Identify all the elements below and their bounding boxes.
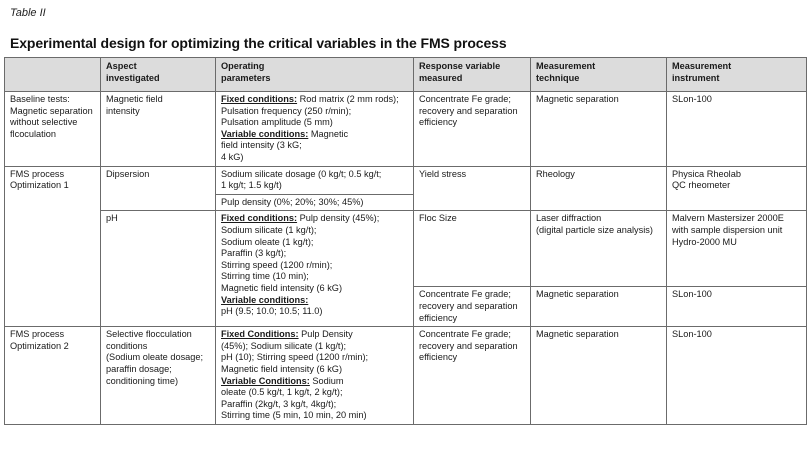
table-title: Experimental design for optimizing the critical variables in the FMS process [10,35,507,51]
header-operating-parameters: Operating parameters [216,58,414,92]
header-stage [5,58,101,92]
response-cell: Concentrate Fe grade; recovery and separation efficiency [414,92,531,167]
parameters-cell: Fixed conditions: Pulp density (45%); Sodium silicate (1 kg/t); Sodium oleate (1 kg/t); Paraffin (3 kg/t); Stirring speed (1200 r/min); Stirring time (10 min); Magnetic field intensity (6 kG) Variable conditions: pH (9.5; 10.0; 10.5; 11.0) [216,211,414,327]
parameters-cell: Fixed Conditions: Pulp Density (45%); Sodium silicate (1 kg/t); pH (10); Stirring speed (1200 r/min); Magnetic field intensity (6 kG) Variable Conditions: Sodium oleate (0.5 kg/t, 1 kg/t, 2 kg/t); Paraffin (2kg/t, 3 kg/t, 4kg/t); Stirring time (5 min, 10 min, 20 min) [216,327,414,425]
header-measurement-technique: Measurement technique [531,58,667,92]
instrument-cell: SLon-100 [667,287,807,327]
response-cell: Concentrate Fe grade; recovery and separation efficiency [414,327,531,425]
header-response-variable: Response variable measured [414,58,531,92]
response-cell: Yield stress [414,166,531,211]
header-aspect: Aspect investigated [101,58,216,92]
header-measurement-instrument: Measurement instrument [667,58,807,92]
technique-cell: Magnetic separation [531,327,667,425]
technique-cell: Magnetic separation [531,287,667,327]
technique-cell: Laser diffraction (digital particle size analysis) [531,211,667,287]
table-row [5,92,807,167]
instrument-cell: Physica Rheolab QC rheometer [667,166,807,211]
aspect-cell: Selective flocculation conditions (Sodium oleate dosage; paraffin dosage; conditioning time) [101,327,216,425]
instrument-cell: SLon-100 [667,92,807,167]
technique-cell: Rheology [531,166,667,211]
table-row [5,327,807,425]
parameters-cell: Pulp density (0%; 20%; 30%; 45%) [216,194,414,211]
experimental-design-table [4,57,807,425]
technique-cell: Magnetic separation [531,92,667,167]
table-row [5,166,807,194]
stage-cell: FMS process Optimization 1 [5,166,101,327]
aspect-cell: Magnetic field intensity [101,92,216,167]
response-cell: Concentrate Fe grade; recovery and separation efficiency [414,287,531,327]
parameters-cell: Sodium silicate dosage (0 kg/t; 0.5 kg/t; 1 kg/t; 1.5 kg/t) [216,166,414,194]
table-row [5,211,807,287]
instrument-cell: Malvern Mastersizer 2000E with sample dispersion unit Hydro-2000 MU [667,211,807,287]
header-row [5,58,807,92]
table-label: Table II [10,7,46,19]
parameters-cell: Fixed conditions: Rod matrix (2 mm rods); Pulsation frequency (250 r/min); Pulsation amplitude (5 mm) Variable conditions: Magnetic field intensity (3 kG; 4 kG) [216,92,414,167]
stage-cell: FMS process Optimization 2 [5,327,101,425]
instrument-cell: SLon-100 [667,327,807,425]
response-cell: Floc Size [414,211,531,287]
stage-cell: Baseline tests: Magnetic separation without selective flcoculation [5,92,101,167]
aspect-cell: Dipsersion [101,166,216,211]
aspect-cell: pH [101,211,216,327]
